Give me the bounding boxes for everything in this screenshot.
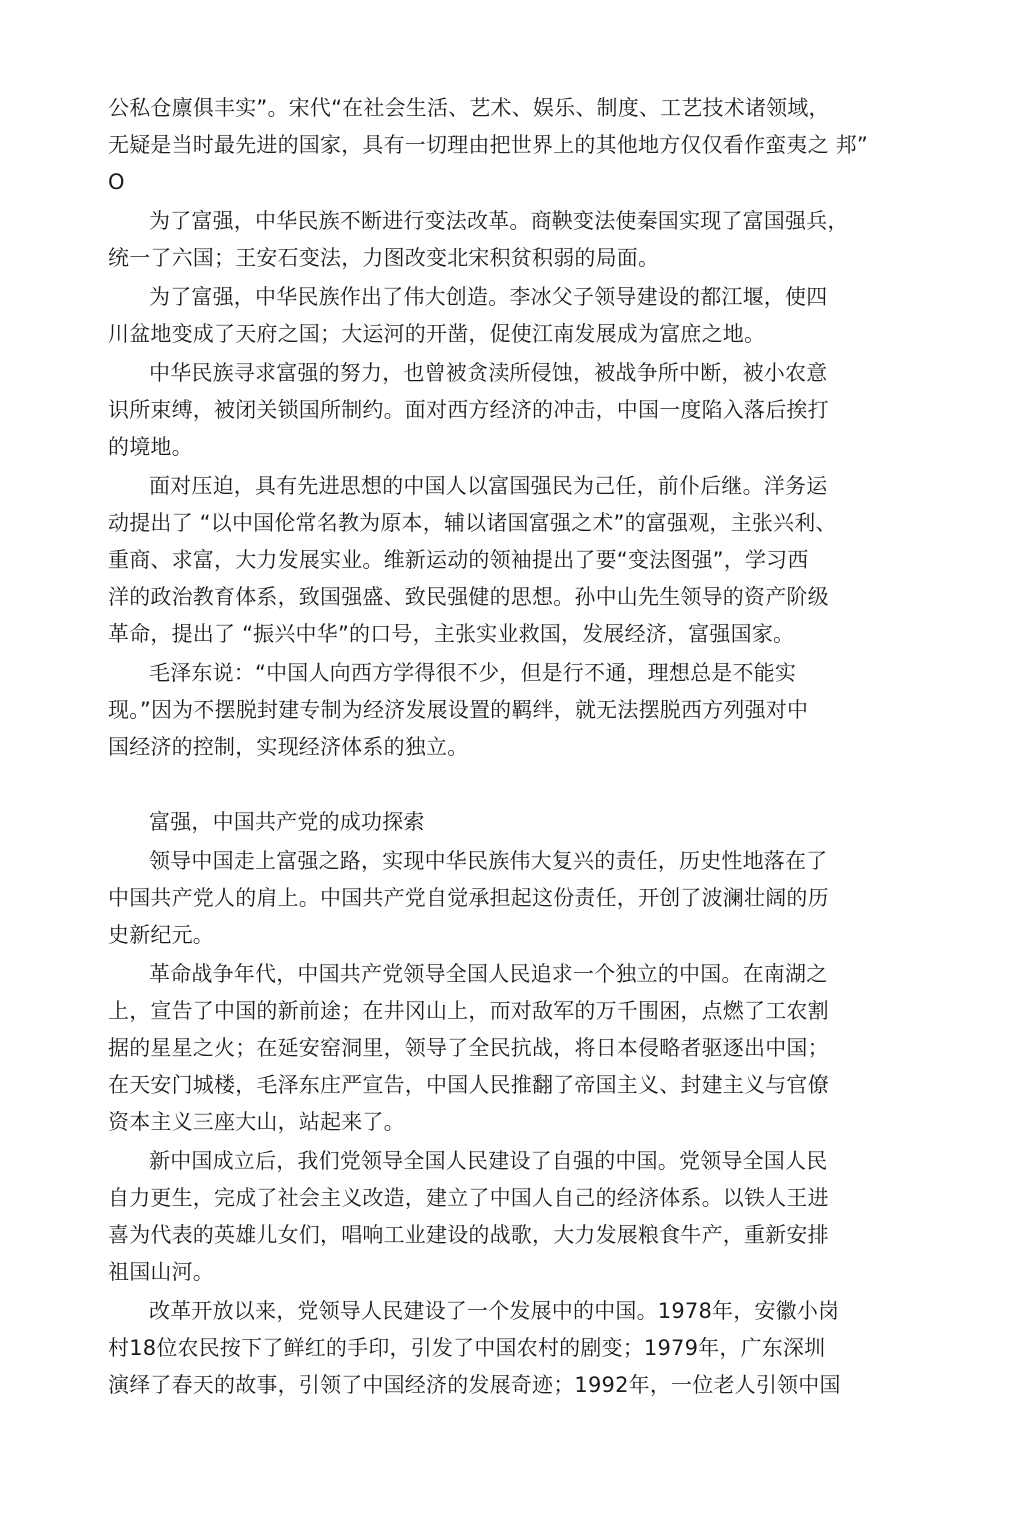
text-line: 上，宣告了中国的新前途；在井冈山上，而对敌军的万千围困，点燃了工农割 [108, 999, 829, 1023]
text-line: 祖国山河。 [108, 1260, 214, 1284]
text-line: O [108, 170, 125, 194]
text-line: 无疑是当时最先进的国家，具有一切理由把世界上的其他地方仅仅看作蛮夷之 邦” [108, 133, 868, 157]
text-line: 洋的政治教育体系，致国强盛、致民强健的思想。孙中山先生领导的资产阶级 [108, 585, 829, 609]
text-line: 中国共产党人的肩上。中国共产党自觉承担起这份责任，开创了波澜壮阔的历 [108, 886, 829, 910]
text-line: 识所束缚，被闭关锁国所制约。面对西方经济的冲击，中国一度陷入落后挨打 [108, 398, 829, 422]
text-line: 毛泽东说：“中国人向西方学得很不少，但是行不通，理想总是不能实 [149, 661, 797, 685]
text-line: 领导中国走上富强之路，实现中华民族伟大复兴的责任，历史性地落在了 [149, 849, 828, 873]
text-line: 资本主义三座大山，站起来了。 [108, 1110, 405, 1134]
text-line: 的境地。 [108, 435, 193, 459]
text-line: 现。”因为不摆脱封建专制为经济发展设置的羁绊，就无法摆脱西方列强对中 [108, 698, 809, 722]
section-heading: 富强，中国共产党的成功探索 [149, 810, 425, 834]
text-line: 统一了六国；王安石变法，力图改变北宋积贫积弱的局面。 [108, 246, 660, 270]
text-line: 革命战争年代，中国共产党领导全国人民追求一个独立的中国。在南湖之 [149, 962, 828, 986]
text-line: 自力更生，完成了社会主义改造，建立了中国人自己的经济体系。以铁人王进 [108, 1186, 829, 1210]
text-line: 演绎了春天的故事，引领了中国经济的发展奇迹；1992年，一位老人引领中国 [108, 1373, 841, 1397]
text-line: 面对压迫，具有先进思想的中国人以富国强民为己任，前仆后继。洋务运 [149, 474, 828, 498]
text-line: 动提出了 “以中国伦常名教为原本，辅以诸国富强之术”的富强观，主张兴利、 [108, 511, 837, 535]
text-line: 为了富强，中华民族不断进行变法改革。商鞅变法使秦国实现了富国强兵， [149, 209, 849, 233]
text-line: 为了富强，中华民族作出了伟大创造。李冰父子领导建设的都江堰，使四 [149, 285, 828, 309]
text-line: 公私仓廪俱丰实”。宋代“在社会生活、艺术、娱乐、制度、工艺技术诸领域， [108, 96, 830, 120]
text-line: 国经济的控制，实现经济体系的独立。 [108, 735, 469, 759]
text-line: 重商、求富，大力发展实业。维新运动的领袖提出了要“变法图强”，学习西 [108, 548, 809, 572]
text-line: 史新纪元。 [108, 923, 214, 947]
text-line: 在天安门城楼，毛泽东庄严宣告，中国人民推翻了帝国主义、封建主义与官僚 [108, 1073, 829, 1097]
text-line: 新中国成立后，我们党领导全国人民建设了自强的中国。党领导全国人民 [149, 1149, 828, 1173]
text-line: 据的星星之火；在延安窑洞里，领导了全民抗战，将日本侵略者驱逐出中国； [108, 1036, 829, 1060]
text-line: 革命，提出了 “振兴中华”的口号，主张实业救国，发展经济，富强国家。 [108, 622, 795, 646]
text-line: 喜为代表的英雄儿女们，唱响工业建设的战歌，大力发展粮食牛产，重新安排 [108, 1223, 829, 1247]
text-line: 中华民族寻求富强的努力，也曾被贪渎所侵蚀，被战争所中断，被小农意 [149, 361, 828, 385]
text-line: 川盆地变成了天府之国；大运河的开凿，促使江南发展成为富庶之地。 [108, 322, 766, 346]
text-line: 村18位农民按下了鲜红的手印，引发了中国农村的剧变；1979年，广东深圳 [108, 1336, 826, 1360]
text-line: 改革开放以来，党领导人民建设了一个发展中的中国。1978年，安徽小岗 [149, 1299, 840, 1323]
